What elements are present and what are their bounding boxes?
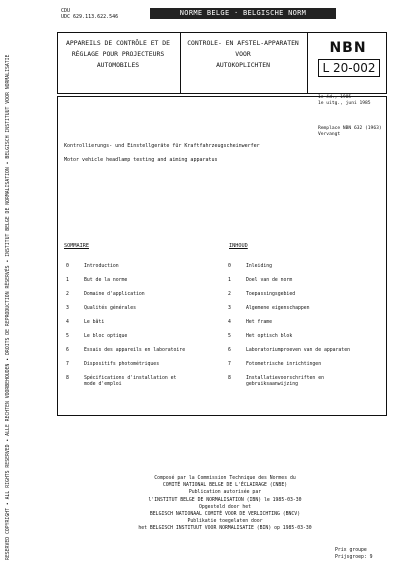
price-group: [335, 547, 373, 561]
toc-number: 6: [66, 348, 69, 353]
footer-line: l'INSTITUT BELGE DE NORMALISATION (IBN) le 1985-03-30: [148, 497, 302, 503]
toc-number: 0: [228, 264, 231, 269]
english-title: Motor vehicle headlamp testing and aiming apparatus: [64, 157, 218, 163]
toc-label: gebruiksaanwijzing: [246, 382, 298, 387]
toc-number: 7: [228, 362, 231, 367]
footer-line: Publikatie toegelaten door: [187, 519, 263, 525]
toc-label: Het frame: [246, 320, 272, 325]
title-line: RÉGLAGE POUR PROJECTEURS: [71, 50, 165, 58]
toc-label: Toepassingsgebied: [246, 292, 296, 297]
footer-line: het BELGISCH INSTITUUT VOOR NORMALISATIE (BIN) op 1985-03-30: [138, 526, 312, 532]
publication-footer: [130, 475, 320, 533]
toc-number: 1: [228, 278, 231, 283]
dutch-title: [183, 38, 303, 71]
toc-label: Inleiding: [246, 264, 272, 269]
toc-label: Introduction: [84, 264, 119, 269]
summary-heading-fr: SOMMAIRE: [64, 243, 89, 249]
title-line: VOOR: [235, 50, 251, 58]
header-divider: [307, 33, 308, 93]
edition-line: 1e uitg., juni 1985: [318, 101, 371, 106]
toc-label: Le bâti: [84, 320, 105, 325]
cdu-line: CDU: [61, 8, 71, 14]
toc-number: 3: [66, 306, 69, 311]
toc-number: 3: [228, 306, 231, 311]
replaces-line: Remplace NBN 632 (1963): [318, 126, 382, 131]
title-line: AUTOMOBILES: [96, 61, 140, 69]
footer-line: Publication autorisée par: [188, 490, 262, 496]
udc-line: UDC 629.113.622.546: [61, 14, 119, 20]
standard-code: L 20-002: [318, 59, 380, 77]
toc-label: Spécifications d'installation et: [84, 376, 177, 381]
toc-label: Dispositifs photométriques: [84, 362, 160, 367]
toc-label: But de la norme: [84, 278, 128, 283]
footer-line: Opgesteld door het: [199, 504, 251, 510]
toc-number: 2: [66, 292, 69, 297]
vertical-margin-notice: [2, 40, 18, 560]
toc-label: Le bloc optique: [84, 334, 128, 339]
header-divider: [180, 33, 181, 93]
toc-label: Algemene eigenschappen: [246, 306, 310, 311]
replaces-line: Vervangt: [318, 132, 341, 137]
nbn-label: NBN: [329, 40, 367, 56]
footer-line: BELGISCH NATIONAAL COMITÉ VOOR DE VERLICHTING (BNCV): [149, 512, 301, 518]
title-line: CONTROLE- EN AFSTEL-APPARATEN: [187, 39, 299, 47]
footer-line: Composé par la Commission Technique des Normes du: [154, 476, 296, 481]
norm-banner: NORME BELGE · BELGISCHE NORM: [150, 8, 336, 19]
toc-label: Essais des appareils en laboratoire: [84, 348, 186, 353]
title-line: APPAREILS DE CONTRÔLE ET DE: [66, 39, 170, 47]
toc-number: 1: [66, 278, 69, 283]
toc-number: 5: [66, 334, 69, 339]
toc-number: 8: [66, 376, 69, 381]
toc-number: 4: [66, 320, 69, 325]
toc-label: Fotometrische inrichtingen: [246, 362, 322, 367]
toc-label: mode d'emploi: [84, 382, 122, 387]
toc-dutch: [228, 264, 378, 387]
margin-text: RESERVED COPYRIGHT ∙ ALL RIGHTS RESERVED ∙ ALLE RECHTEN VOORBEHOUDEN ∙ DROITS DE REPRODUCTION RÉSERVÉS ∙ INSTITUT BELGE DE NORMALISATION ∙ BELGISCH INSTITUUT VOOR NORMALISATIE: [6, 54, 11, 560]
french-title: [58, 38, 178, 71]
toc-number: 5: [228, 334, 231, 339]
summary-heading-nl: INHOUD: [229, 243, 248, 249]
toc-number: 4: [228, 320, 231, 325]
toc-number: 7: [66, 362, 69, 367]
toc-label: Het optisch blok: [246, 334, 293, 339]
toc-label: Qualités générales: [84, 306, 136, 311]
toc-number: 0: [66, 264, 69, 269]
german-title: Kontrollierungs- und Einstellgeräte für Kraftfahrzeugscheinwerfer: [64, 143, 260, 149]
toc-french: [66, 264, 216, 387]
cdu-label: [61, 8, 118, 20]
toc-number: 6: [228, 348, 231, 353]
edition-line: 1e éd., 1985: [318, 95, 352, 100]
title-line: AUTOKOPLICHTEN: [216, 61, 270, 69]
toc-label: Domaine d'application: [84, 292, 145, 297]
toc-label: Laboratoriumproeven van de apparaten: [246, 348, 350, 353]
toc-label: Installatievoorschriften en: [246, 376, 324, 381]
toc-number: 2: [228, 292, 231, 297]
toc-number: 8: [228, 376, 231, 381]
price-line: Prijsgroep: 9: [335, 555, 373, 560]
footer-line: COMITÉ NATIONAL BELGE DE L'ÉCLAIRAGE (CNBE): [162, 483, 288, 489]
toc-label: Doel van de norm: [246, 278, 293, 283]
price-line: Prix groupe: [335, 548, 367, 553]
